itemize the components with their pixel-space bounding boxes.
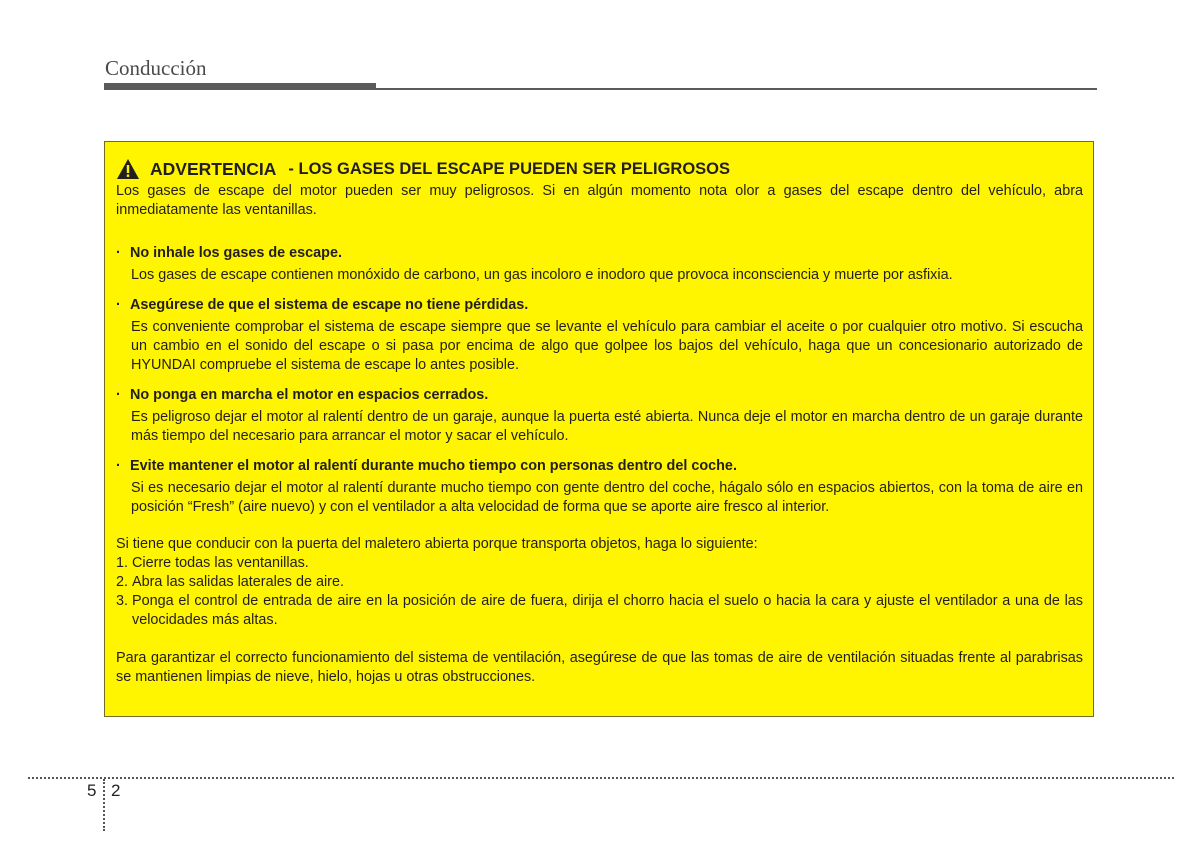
item-title: Evite mantener el motor al ralentí durante mucho tiempo con personas dentro del coche. (130, 458, 737, 474)
trunk-intro: Si tiene que conducir con la puerta del maletero abierta porque transporta objetos, haga lo siguiente: (116, 536, 758, 552)
item-title: Asegúrese de que el sistema de escape no tiene pérdidas. (130, 297, 529, 313)
item-body: Es conveniente comprobar el sistema de escape siempre que se levante el vehículo para cambiar el aceite o por cualquier otro motivo. Si escucha un cambio en el sonido del escape o si pasa por encima de algo que golpee los bajos del vehículo, haga que un concesionario autorizado de HYUNDAI compruebe el sistema de escape lo antes posible. (131, 319, 1083, 373)
header-rule-thin (376, 88, 1097, 90)
warning-item: · No inhale los gases de escape. Los gases de escape contienen monóxido de carbono, un gas incoloro e inodoro que provoca inconsciencia y muerte por asfixia. (116, 244, 1083, 285)
list-item: 1. Cierre todas las ventanillas. (116, 555, 309, 571)
item-body: Si es necesario dejar el motor al ralentí durante mucho tiempo con gente dentro del coche, hágalo sólo en espacios abiertos, con la toma de aire en posición “Fresh” (aire nuevo) y con el ventilador a alta velocidad de forma que se aporte aire fresco al interior. (131, 480, 1083, 515)
warning-label: ADVERTENCIA (150, 158, 277, 179)
page-number: 2 (111, 781, 121, 800)
footer-divider (28, 777, 1174, 779)
warning-item: · Asegúrese de que el sistema de escape no tiene pérdidas. Es conveniente comprobar el sistema de escape siempre que se levante el vehículo para cambiar el aceite o por cualquier otro motivo. Si escucha un cambio en el sonido del escape o si pasa por encima de algo que golpee los bajos del vehículo, haga que un concesionario autorizado de HYUNDAI compruebe el sistema de escape lo antes posible. (116, 297, 1083, 373)
item-title: No inhale los gases de escape. (130, 245, 342, 261)
warning-triangle-icon (116, 158, 140, 180)
header-rule-thick (104, 83, 376, 90)
list-item: 2. Abra las salidas laterales de aire. (116, 574, 344, 590)
chapter-number: 5 (87, 781, 97, 800)
item-body: Los gases de escape contienen monóxido de carbono, un gas incoloro e inodoro que provoca inconsciencia y muerte por asfixia. (131, 267, 953, 283)
warning-item: · No ponga en marcha el motor en espacios cerrados. Es peligroso dejar el motor al ralentí dentro de un garaje, aunque la puerta esté abierta. Nunca deje el motor en marcha dentro de un garaje durante más tiempo del necesario para arrancar el motor y sacar el vehículo. (116, 387, 1083, 444)
closing-paragraph: Para garantizar el correcto funcionamiento del sistema de ventilación, asegúrese de que las tomas de aire de ventilación situadas frente al parabrisas se mantienen limpias de nieve, hielo, hojas u otras obstrucciones. (116, 650, 1083, 685)
warning-item: · Evite mantener el motor al ralentí durante mucho tiempo con personas dentro del coche. Si es necesario dejar el motor al ralentí durante mucho tiempo con gente dentro del coche, hágalo sólo en espacios abiertos, con la toma de aire en posición “Fresh” (aire nuevo) y con el ventilador a alta velocidad de forma que se aporte aire fresco al interior. (116, 458, 1083, 515)
section-title: Conducción (105, 56, 207, 80)
item-title: No ponga en marcha el motor en espacios cerrados. (130, 387, 489, 403)
list-item: 3. Ponga el control de entrada de aire en la posición de aire de fuera, dirija el chorro hacia el suelo o hacia la cara y ajuste el ventilador a una de las velocidades más altas. (116, 593, 1083, 628)
warning-box (104, 141, 1094, 717)
warning-intro: Los gases de escape del motor pueden ser muy peligrosos. Si en algún momento nota olor a gases del escape dentro del vehículo, abra inmediatamente las ventanillas. (116, 183, 1083, 218)
item-body: Es peligroso dejar el motor al ralentí dentro de un garaje, aunque la puerta esté abierta. Nunca deje el motor en marcha dentro de un garaje durante más tiempo del necesario para arrancar el motor y sacar el vehículo. (131, 409, 1083, 444)
steps-list (116, 554, 1083, 630)
footer-page-divider (103, 779, 105, 831)
warning-heading (116, 156, 1083, 182)
warning-subheading: - LOS GASES DEL ESCAPE PUEDEN SER PELIGROSOS (288, 159, 731, 178)
